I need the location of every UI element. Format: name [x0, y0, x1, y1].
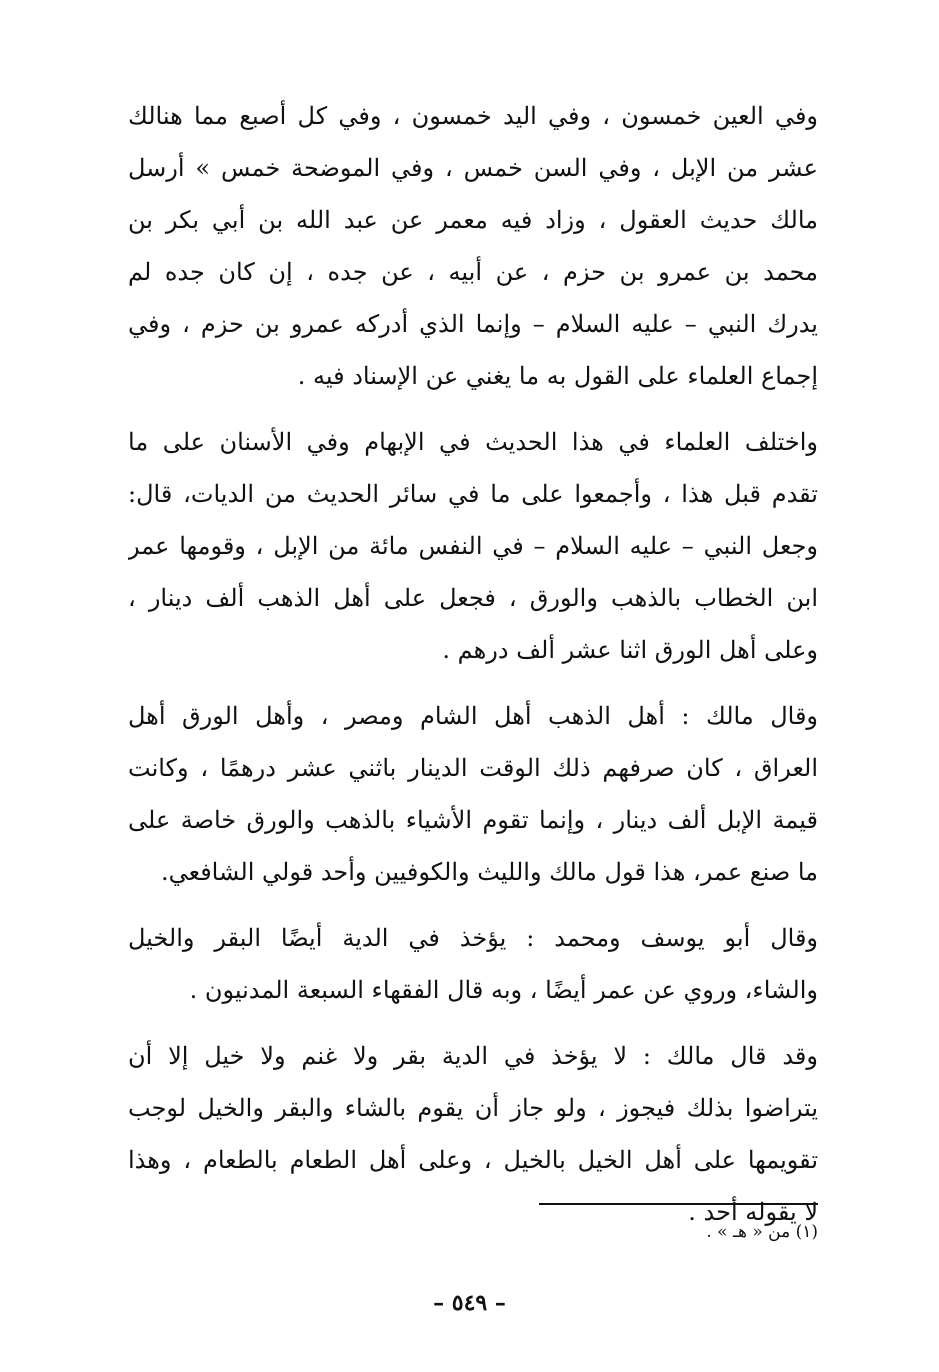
page-number: – ٥٤٩ –	[433, 1290, 506, 1316]
body-text	[128, 90, 818, 1238]
text-line: قيمة الإبل ألف دينار ، وإنما تقوم الأشياء بالذهب والورق خاصة على	[128, 806, 818, 834]
paragraph-gap	[128, 1016, 818, 1030]
paragraph-gap	[128, 402, 818, 416]
text-line: تقدم قبل هذا ، وأجمعوا على ما في سائر الحديث من الديات، قال:	[128, 480, 818, 508]
text-line: ما صنع عمر، هذا قول مالك والليث والكوفيين وأحد قولي الشافعي.	[160, 858, 818, 886]
text-line: وقال مالك : أهل الذهب أهل الشام ومصر ، وأهل الورق أهل	[128, 702, 818, 730]
paragraph-gap	[128, 676, 818, 690]
text-line: عشر من الإبل ، وفي السن خمس ، وفي الموضحة خمس » أرسل	[128, 154, 818, 182]
text-line: تقويمها على أهل الخيل بالخيل ، وعلى أهل الطعام بالطعام ، وهذا	[128, 1146, 818, 1174]
text-line: محمد بن عمرو بن حزم ، عن أبيه ، عن جده ، إن كان جده لم	[128, 258, 818, 286]
paragraph	[128, 1030, 818, 1238]
footnote-separator	[539, 1203, 818, 1205]
text-line: يتراضوا بذلك فيجوز ، ولو جاز أن يقوم بالشاء والبقر والخيل لوجب	[128, 1094, 818, 1122]
text-line: يدرك النبي – عليه السلام – وإنما الذي أدركه عمرو بن حزم ، وفي	[128, 310, 818, 338]
footnote: (١) من « هـ » .	[706, 1222, 818, 1242]
text-line: وقد قال مالك : لا يؤخذ في الدية بقر ولا غنم ولا خيل إلا أن	[128, 1042, 818, 1070]
paragraph	[128, 912, 818, 1016]
paragraph	[128, 90, 818, 402]
text-line: مالك حديث العقول ، وزاد فيه معمر عن عبد الله بن أبي بكر بن	[128, 206, 818, 234]
text-line: ابن الخطاب بالذهب والورق ، فجعل على أهل الذهب ألف دينار ،	[128, 584, 818, 612]
paragraph-gap	[128, 898, 818, 912]
text-line: وعلى أهل الورق اثنا عشر ألف درهم .	[442, 636, 818, 664]
text-line: والشاء، وروي عن عمر أيضًا ، وبه قال الفقهاء السبعة المدنيون .	[189, 976, 818, 1004]
text-line: وفي العين خمسون ، وفي اليد خمسون ، وفي كل أصبع مما هنالك	[128, 102, 818, 130]
text-line: وقال أبو يوسف ومحمد : يؤخذ في الدية أيضًا البقر والخيل	[128, 924, 818, 952]
text-line: واختلف العلماء في هذا الحديث في الإبهام وفي الأسنان على ما	[128, 428, 818, 456]
text-line: وجعل النبي – عليه السلام – في النفس مائة من الإبل ، وقومها عمر	[128, 532, 818, 560]
paragraph	[128, 690, 818, 898]
text-line: لا يقوله أحد .	[688, 1198, 818, 1226]
paragraph	[128, 416, 818, 676]
text-line: العراق ، كان صرفهم ذلك الوقت الدينار باثني عشر درهمًا ، وكانت	[128, 754, 818, 782]
text-line: إجماع العلماء على القول به ما يغني عن الإسناد فيه .	[297, 362, 818, 390]
